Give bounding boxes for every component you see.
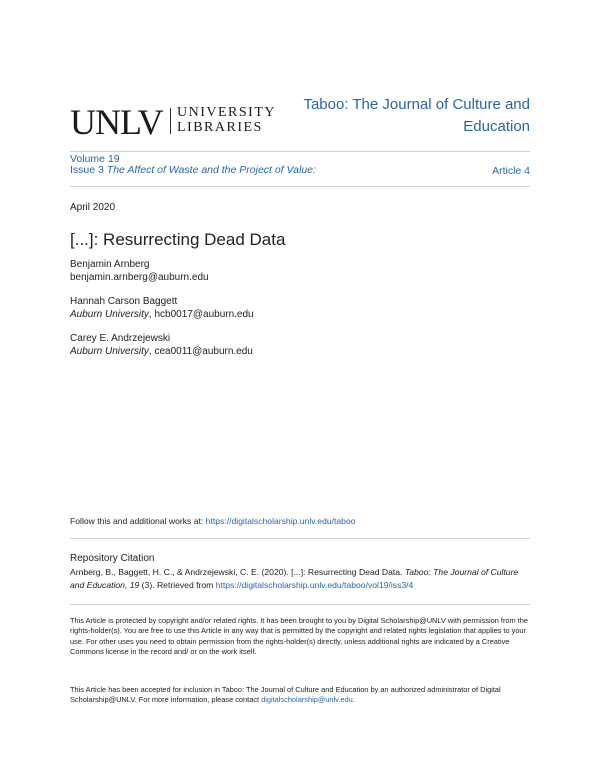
issue-title: The Affect of Waste and the Project of Value:: [106, 163, 316, 176]
citation-journal: Taboo: The Journal of Culture and Education, 19: [70, 567, 519, 590]
author-email: cea0011@auburn.edu: [154, 345, 253, 357]
libraries-logo-text: [177, 106, 276, 135]
issue-link[interactable]: [70, 165, 330, 176]
citation-issue: (3). Retrieved from: [139, 580, 216, 590]
author-name: Hannah Carson Baggett: [70, 296, 178, 307]
author-name: Carey E. Andrzejewski: [70, 333, 171, 344]
author-affiliation: Auburn University: [70, 345, 149, 357]
citation-authors: Arnberg, B., Baggett, H. C., & Andrzejewski, C. E. (2020). [...]: Resurrecting Dead Data.: [70, 567, 405, 577]
author-affiliation: Auburn University: [70, 308, 149, 320]
issue-divider: [70, 186, 530, 187]
author-entry: [70, 259, 209, 284]
article-number-link[interactable]: Article 4: [492, 165, 530, 177]
citation-link[interactable]: https://digitalscholarship.unlv.edu/taboo/vol19/iss3/4: [215, 580, 414, 590]
repository-citation-heading: Repository Citation: [70, 553, 155, 564]
author-email: hcb0017@auburn.edu: [154, 308, 254, 320]
repository-citation-text: [70, 566, 530, 592]
author-entry: Carey E. Andrzejewski Auburn University, cea0011@auburn.edu: [70, 333, 253, 357]
follow-divider: [70, 538, 530, 539]
rights-notice: This Article is protected by copyright and/or related rights. It has been brought to you by Digital Scholarship@UNLV with permission from the rights-holder(s). You are free to use this Article in any way that is permitted by the copyright and related rights legislation that applies to your use. For other uses you need to obtain permission from the rights-holder(s) directly, unless additional rights are indicated by a Creative Commons license in the record and/ or on the work itself.: [70, 616, 529, 657]
logo-divider: [170, 108, 171, 134]
author-entry: Hannah Carson Baggett Auburn University, hcb0017@auburn.edu: [70, 296, 254, 320]
logo-line-university: UNIVERSITY: [177, 105, 276, 120]
contact-email-link[interactable]: digitalscholarship@unlv.edu: [261, 695, 353, 705]
publication-date: April 2020: [70, 202, 116, 213]
author-email: benjamin.arnberg@auburn.edu: [70, 271, 209, 283]
paper-title: [...]: Resurrecting Dead Data: [70, 230, 286, 249]
follow-line: [70, 516, 356, 526]
issue-prefix: Issue 3: [70, 163, 104, 176]
unlv-logo: UNLV: [70, 102, 163, 142]
author-name: Benjamin Arnberg: [70, 259, 150, 270]
acceptance-end: .: [352, 695, 355, 705]
header-divider: [70, 151, 530, 152]
volume-link[interactable]: Volume 19: [70, 153, 120, 165]
taboo-collection-link[interactable]: https://digitalscholarship.unlv.edu/taboo: [205, 516, 356, 526]
acceptance-notice: [70, 685, 532, 706]
follow-text: Follow this and additional works at:: [70, 516, 206, 526]
journal-title-link[interactable]: Taboo: The Journal of Culture and Education: [303, 96, 530, 135]
citation-divider: [70, 604, 530, 605]
volume-issue-block: [70, 154, 330, 175]
logo-line-libraries: LIBRARIES: [177, 119, 263, 135]
acceptance-text: This Article has been accepted for inclusion in Taboo: The Journal of Culture and Education by an authorized administrator of Digital Scholarship@UNLV. For more information, please contact: [70, 685, 501, 705]
